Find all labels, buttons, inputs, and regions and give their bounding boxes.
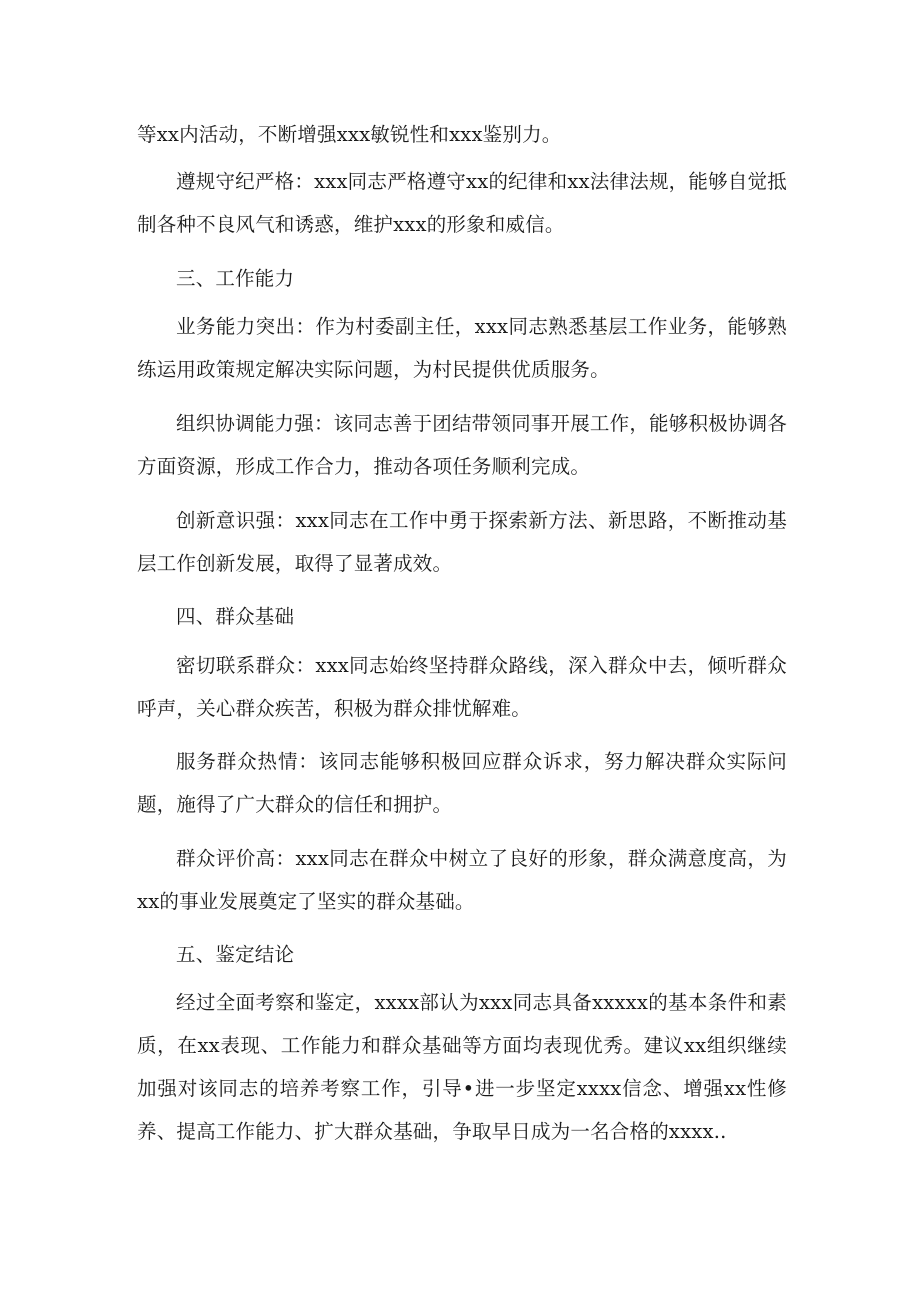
section-heading-conclusion: 五、鉴定结论 — [176, 943, 295, 966]
paragraph-business-ability: 业务能力突出：作为村委副主任，xxx同志熟悉基层工作业务，能够熟练运用政策规定解决实际问题，为村民提供优质服务。 — [137, 315, 787, 381]
paragraph-continuation: 等xx内活动，不断增强xxx敏锐性和xxx鉴别力。 — [137, 123, 562, 146]
section-heading-mass-base: 四、群众基础 — [176, 605, 295, 628]
section-heading-work-ability: 三、工作能力 — [176, 267, 295, 290]
paragraph-conclusion: 经过全面考察和鉴定，xxxx部认为xxx同志具备xxxxx的基本条件和素质，在xx表现、工作能力和群众基础等方面均表现优秀。建议xx组织继续加强对该同志的培养考察工作，引导•进一步坚定xxxx信念、增强xx性修养、提高工作能力、扩大群众基础，争取早日成为一名合格的xxxx.. — [137, 991, 787, 1143]
paragraph-serve-masses: 服务群众热情：该同志能够积极回应群众诉求，努力解决群众实际问题，施得了广大群众的信任和拥护。 — [137, 750, 787, 816]
paragraph-evaluation: 群众评价高：xxx同志在群众中树立了良好的形象，群众满意度高，为xx的事业发展奠定了坚实的群众基础。 — [137, 847, 787, 913]
paragraph-coordination: 组织协调能力强：该同志善于团结带领同事开展工作，能够积极协调各方面资源，形成工作合力，推动各项任务顺利完成。 — [137, 412, 787, 478]
paragraph-discipline: 遵规守纪严格：xxx同志严格遵守xx的纪律和xx法律法规，能够自觉抵制各种不良风气和诱惑，维护xxx的形象和威信。 — [137, 170, 787, 236]
paragraph-innovation: 创新意识强：xxx同志在工作中勇于探索新方法、新思路，不断推动基层工作创新发展，取得了显著成效。 — [137, 509, 787, 575]
paragraph-contact-masses: 密切联系群众：xxx同志始终坚持群众路线，深入群众中去，倾听群众呼声，关心群众疾苦，积极为群众排忧解难。 — [137, 654, 787, 720]
